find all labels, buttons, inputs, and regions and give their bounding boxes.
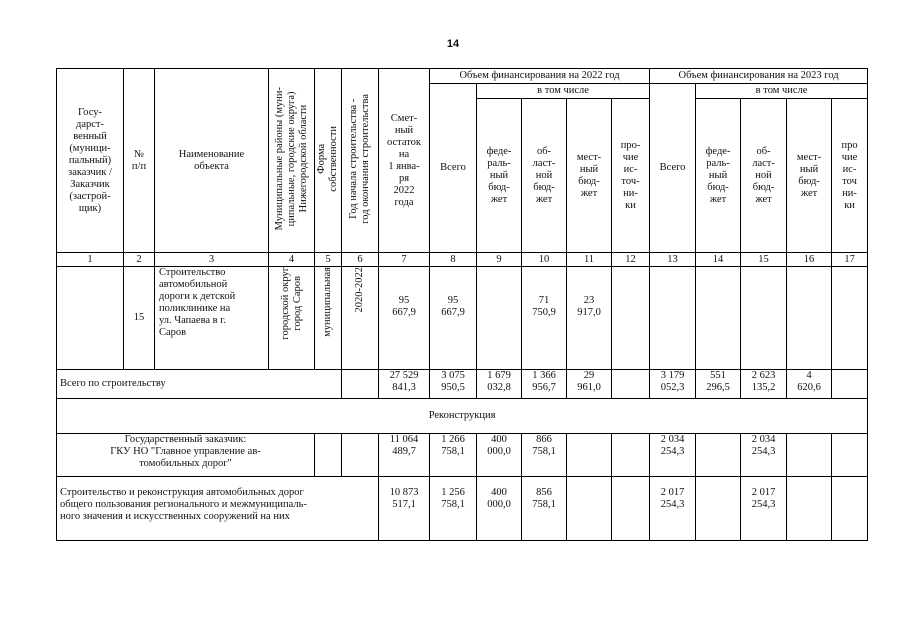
header-federal-2023: феде- раль- ный бюд- жет	[696, 99, 741, 253]
column-number: 10	[522, 253, 567, 267]
cell-ownership: муниципальная	[315, 267, 342, 370]
column-number: 4	[269, 253, 315, 267]
cell-total-2023: 2 034 254,3	[650, 434, 696, 477]
cell-other-2023	[832, 267, 868, 370]
cell-other-2022	[612, 434, 650, 477]
column-number: 13	[650, 253, 696, 267]
cell-local-2022: 29 961,0	[567, 370, 612, 399]
header-financing-2022: Объем финансирования на 2022 год	[430, 69, 650, 84]
cell-total-label: Всего по строительству	[57, 370, 342, 399]
cell-object-name: Строительство автомобильной дороги к детской поликлинике на ул. Чапаева в г. Саров	[155, 267, 269, 370]
header-object-name: Наименование объекта	[155, 69, 269, 253]
cell-federal-2022: 1 679 032,8	[477, 370, 522, 399]
cell-local-2022	[567, 477, 612, 541]
cell-local-2023	[787, 434, 832, 477]
cell-customer-label: Государственный заказчик: ГКУ НО "Главное управление ав- томобильных дорог"	[57, 434, 315, 477]
cell-regional-2023: 2 017 254,3	[741, 477, 787, 541]
cell-other-2022	[612, 267, 650, 370]
table-row-total-construction	[57, 370, 868, 399]
cell-local-2023	[787, 477, 832, 541]
table-row-program	[57, 477, 868, 541]
column-number: 9	[477, 253, 522, 267]
cell-row-number: 15	[124, 267, 155, 370]
cell-years: 2020-2022	[342, 267, 379, 370]
header-federal-2022: феде- раль- ный бюд- жет	[477, 99, 522, 253]
header-financing-2023: Объем финансирования на 2023 год	[650, 69, 868, 84]
cell-regional-2022: 1 366 956,7	[522, 370, 567, 399]
cell-federal-2023	[696, 267, 741, 370]
cell-federal-2023: 551 296,5	[696, 370, 741, 399]
cell-local-2023: 4 620,6	[787, 370, 832, 399]
page-number: 14	[446, 38, 460, 50]
cell-total-2022: 1 256 758,1	[430, 477, 477, 541]
header-including-2022: в том числе	[477, 84, 650, 99]
header-local-2022: мест- ный бюд- жет	[567, 99, 612, 253]
cell-program-label: Строительство и реконструкция автомобильных дорог общего пользования регионального и межмуниципаль- ного значения и искусственных сооружений на них	[57, 477, 379, 541]
header-local-2023: мест- ный бюд- жет	[787, 99, 832, 253]
column-number: 7	[379, 253, 430, 267]
cell-federal-2022: 400 000,0	[477, 434, 522, 477]
header-total-2023: Всего	[650, 84, 696, 253]
column-number: 5	[315, 253, 342, 267]
cell-total-2023: 3 179 052,3	[650, 370, 696, 399]
cell-federal-2023	[696, 434, 741, 477]
cell-federal-2022: 400 000,0	[477, 477, 522, 541]
cell-empty	[342, 434, 379, 477]
column-number: 16	[787, 253, 832, 267]
cell-regional-2022: 71 750,9	[522, 267, 567, 370]
header-estimated-remaining: Смет- ный остаток на 1 янва- ря 2022 года	[379, 69, 430, 253]
cell-local-2022	[567, 434, 612, 477]
cell-total-2022: 3 075 950,5	[430, 370, 477, 399]
cell-regional-2022: 856 758,1	[522, 477, 567, 541]
cell-empty	[57, 267, 124, 370]
section-title-reconstruction: Реконструкция	[57, 399, 868, 434]
column-number: 12	[612, 253, 650, 267]
financing-table	[56, 68, 868, 541]
cell-other-2022	[612, 477, 650, 541]
column-number: 3	[155, 253, 269, 267]
section-row-reconstruction	[57, 399, 868, 434]
cell-total-2023	[650, 267, 696, 370]
column-number: 1	[57, 253, 124, 267]
cell-regional-2023	[741, 267, 787, 370]
cell-federal-2023	[696, 477, 741, 541]
cell-total-2022: 95 667,9	[430, 267, 477, 370]
header-other-2022: про- чие ис- точ- ни- ки	[612, 99, 650, 253]
cell-local-2022: 23 917,0	[567, 267, 612, 370]
column-number: 14	[696, 253, 741, 267]
cell-district: городской округ город Саров	[269, 267, 315, 370]
cell-federal-2022	[477, 267, 522, 370]
table-row-state-customer	[57, 434, 868, 477]
cell-other-2022	[612, 370, 650, 399]
column-number: 8	[430, 253, 477, 267]
cell-total-2022: 1 266 758,1	[430, 434, 477, 477]
cell-remaining: 11 064 489,7	[379, 434, 430, 477]
header-other-2023: про чие ис- точ ни- ки	[832, 99, 868, 253]
cell-other-2023	[832, 434, 868, 477]
cell-empty	[315, 434, 342, 477]
cell-regional-2023: 2 034 254,3	[741, 434, 787, 477]
column-number: 2	[124, 253, 155, 267]
header-regional-2022: об- ласт- ной бюд- жет	[522, 99, 567, 253]
column-number: 6	[342, 253, 379, 267]
header-regional-2023: об- ласт- ной бюд- жет	[741, 99, 787, 253]
cell-local-2023	[787, 267, 832, 370]
header-total-2022: Всего	[430, 84, 477, 253]
cell-regional-2023: 2 623 135,2	[741, 370, 787, 399]
cell-regional-2022: 866 758,1	[522, 434, 567, 477]
column-number: 15	[741, 253, 787, 267]
cell-other-2023	[832, 370, 868, 399]
cell-other-2023	[832, 477, 868, 541]
cell-total-2023: 2 017 254,3	[650, 477, 696, 541]
cell-remaining: 27 529 841,3	[379, 370, 430, 399]
header-years: Год начала строительства - год окончания строительства	[342, 69, 379, 253]
header-number: № п/п	[124, 69, 155, 253]
cell-remaining: 10 873 517,1	[379, 477, 430, 541]
column-number: 17	[832, 253, 868, 267]
column-numbers-row	[57, 253, 868, 267]
table-row-object	[57, 267, 868, 370]
cell-remaining: 95 667,9	[379, 267, 430, 370]
header-customer: Госу- дарст- венный (муници- пальный) заказчик / Заказчик (застрой- щик)	[57, 69, 124, 253]
header-including-2023: в том числе	[696, 84, 868, 99]
column-number: 11	[567, 253, 612, 267]
cell-empty	[342, 370, 379, 399]
header-ownership: Форма собственности	[315, 69, 342, 253]
header-districts: Муниципальные районы (муни- ципальные, городские округа) Нижегородской области	[269, 69, 315, 253]
